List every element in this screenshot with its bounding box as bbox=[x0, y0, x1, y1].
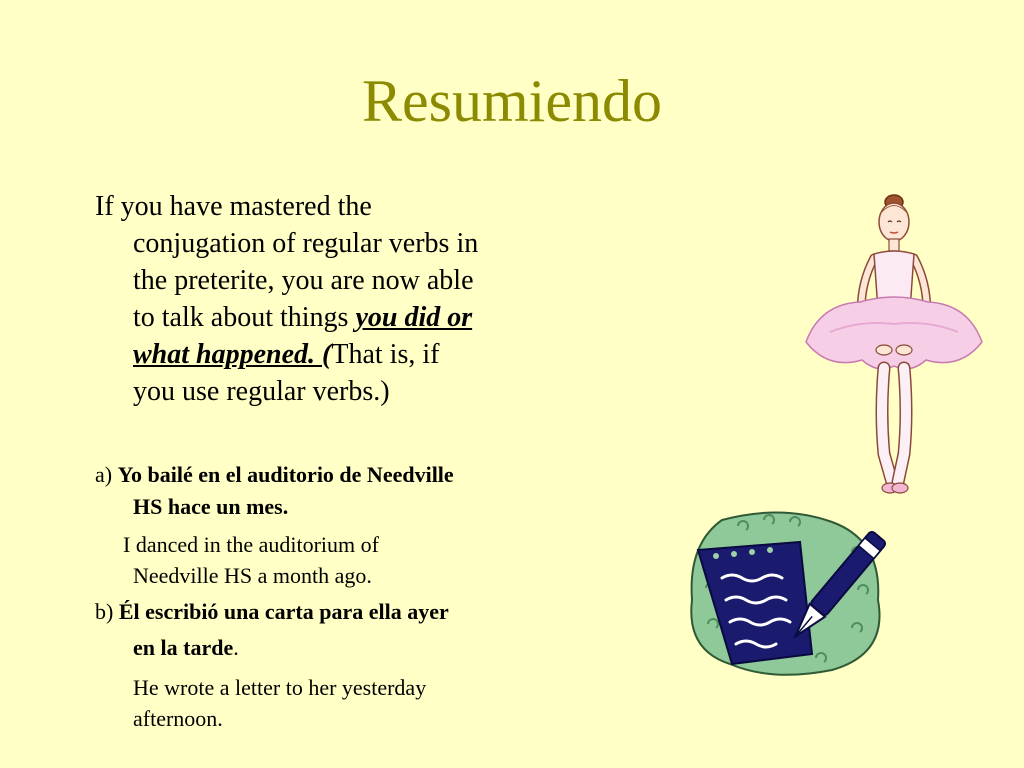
example-marker: a) bbox=[95, 462, 118, 487]
intro-text: to talk about things bbox=[133, 302, 356, 333]
english-translation-continued: afternoon. bbox=[133, 706, 223, 731]
english-translation: I danced in the auditorium of bbox=[123, 532, 379, 557]
english-translation-continued: Needville HS a month ago. bbox=[133, 563, 372, 588]
intro-line bbox=[95, 336, 575, 373]
ballerina-icon bbox=[800, 192, 986, 504]
intro-line: If you have mastered the bbox=[95, 191, 372, 222]
spanish-sentence-continued bbox=[133, 635, 239, 661]
example-b-spanish bbox=[95, 599, 449, 625]
period: . bbox=[233, 635, 239, 660]
spanish-sentence: Yo bailé en el auditorio de Needville bbox=[117, 462, 454, 487]
spanish-sentence-continued: HS hace un mes. bbox=[133, 494, 289, 519]
letter-pen-icon bbox=[682, 504, 894, 680]
english-translation: He wrote a letter to her yesterday bbox=[133, 675, 427, 700]
emphasis-text: what happened. ( bbox=[133, 339, 332, 370]
intro-text: That is, if bbox=[331, 339, 440, 370]
intro-line: the preterite, you are now able bbox=[133, 265, 474, 296]
slide-title: Resumiendo bbox=[362, 68, 662, 134]
example-marker: b) bbox=[95, 599, 119, 624]
intro-paragraph bbox=[95, 188, 575, 410]
example-a-spanish bbox=[95, 462, 454, 488]
spanish-text: en la tarde bbox=[133, 635, 234, 660]
spanish-sentence: Él escribió una carta para ella ayer bbox=[118, 599, 449, 624]
intro-line: you use regular verbs.) bbox=[133, 376, 390, 407]
emphasis-text: you did or bbox=[355, 302, 473, 333]
intro-line: conjugation of regular verbs in bbox=[133, 228, 479, 259]
intro-line bbox=[95, 299, 575, 336]
